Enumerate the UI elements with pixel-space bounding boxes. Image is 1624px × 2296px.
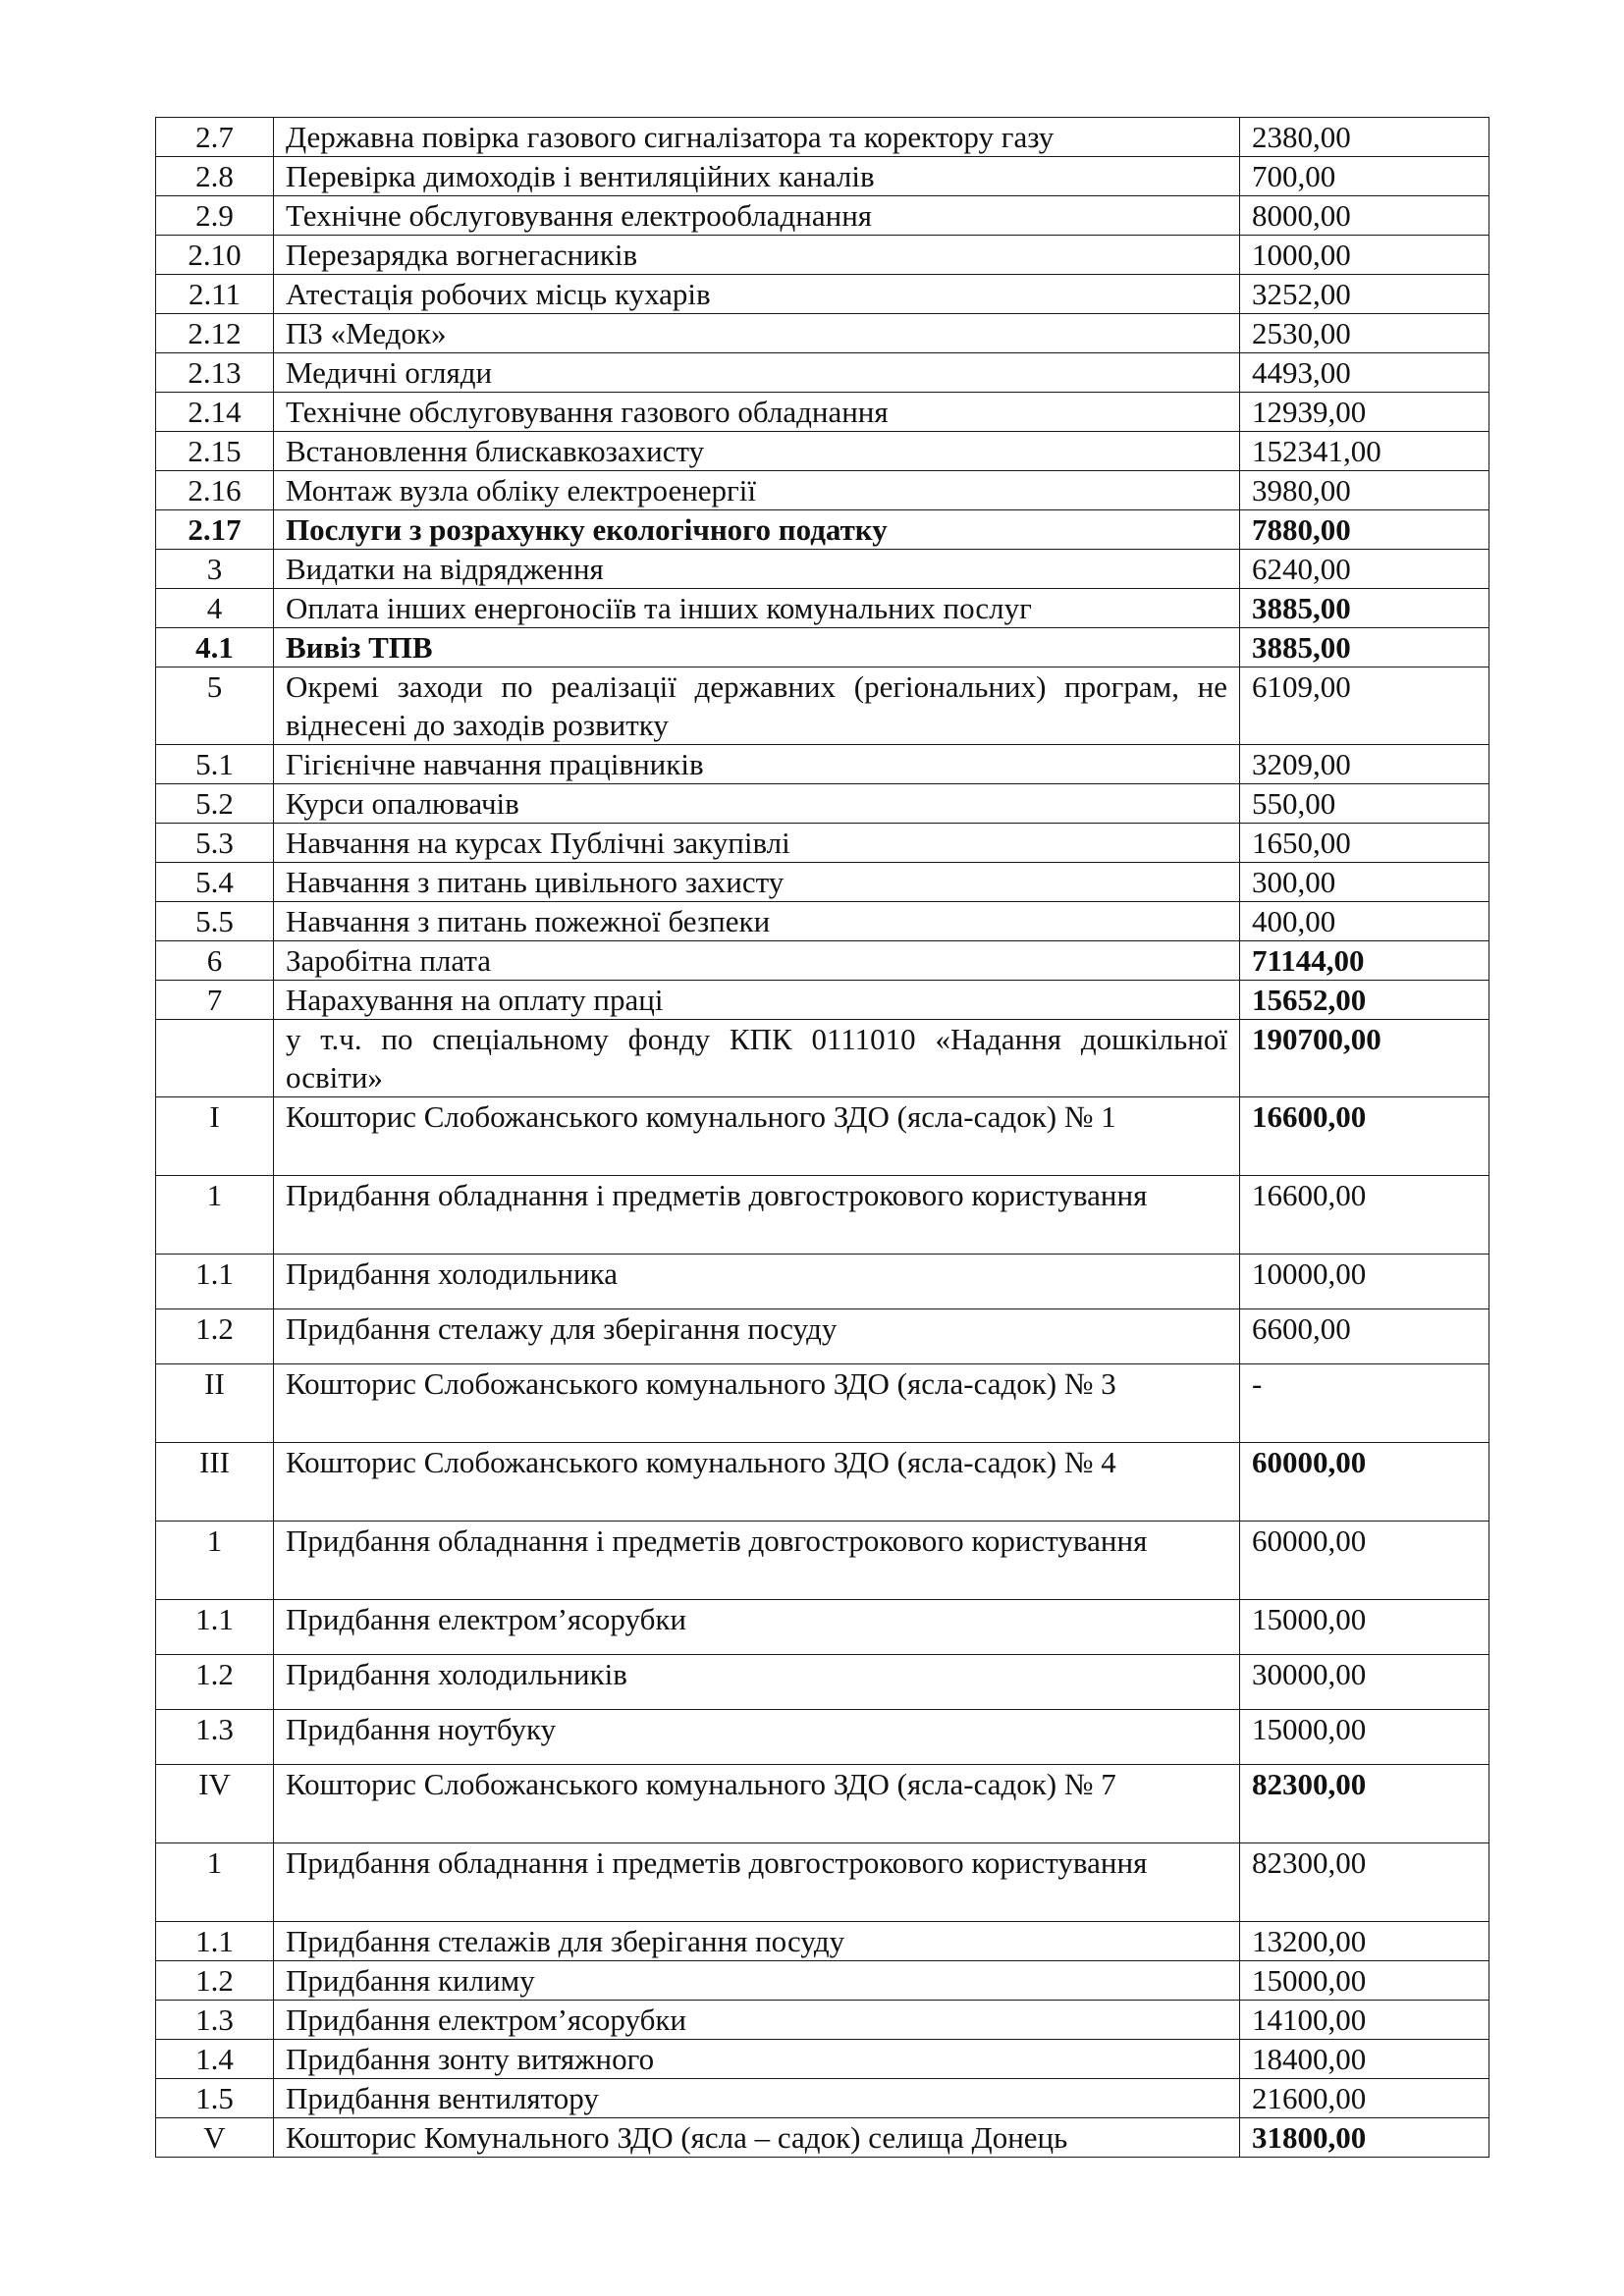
row-description-cell: Придбання стелажів для зберігання посуду — [274, 1922, 1240, 1961]
row-amount-cell: 2380,00 — [1240, 118, 1489, 157]
table-row — [156, 1097, 1489, 1176]
table-row — [156, 1765, 1489, 1843]
table-row — [156, 118, 1489, 157]
row-amount-cell: 4493,00 — [1240, 353, 1489, 393]
table-row — [156, 550, 1489, 589]
row-amount-cell: 6600,00 — [1240, 1309, 1489, 1364]
row-amount-cell: 12939,00 — [1240, 393, 1489, 432]
row-amount-cell: 550,00 — [1240, 784, 1489, 824]
row-description-cell: Кошторис Слобожанського комунального ЗДО (ясла-садок) № 4 — [274, 1443, 1240, 1522]
row-amount-cell: 400,00 — [1240, 902, 1489, 941]
row-amount-cell: 18400,00 — [1240, 2040, 1489, 2079]
table-row — [156, 784, 1489, 824]
row-number-cell: 1.1 — [156, 1922, 274, 1961]
row-description-cell: Придбання холодильників — [274, 1655, 1240, 1710]
row-description-cell: Придбання стелажу для зберігання посуду — [274, 1309, 1240, 1364]
table-row — [156, 236, 1489, 275]
row-number-cell: 2.10 — [156, 236, 274, 275]
table-row — [156, 1176, 1489, 1255]
table-row — [156, 902, 1489, 941]
row-description-cell: Придбання електром’ясорубки — [274, 1600, 1240, 1655]
row-description-cell: Придбання килиму — [274, 1961, 1240, 2001]
row-number-cell: 2.11 — [156, 275, 274, 314]
row-number-cell: 2.16 — [156, 471, 274, 510]
row-amount-cell: 16600,00 — [1240, 1097, 1489, 1176]
row-amount-cell: 6109,00 — [1240, 667, 1489, 745]
table-row — [156, 1922, 1489, 1961]
row-description-cell: Вивіз ТПВ — [274, 628, 1240, 667]
row-number-cell: 2.7 — [156, 118, 274, 157]
row-description-cell: Атестація робочих місць кухарів — [274, 275, 1240, 314]
row-amount-cell: 82300,00 — [1240, 1843, 1489, 1922]
row-number-cell: 1.2 — [156, 1961, 274, 2001]
row-amount-cell: 15652,00 — [1240, 981, 1489, 1020]
row-amount-cell: 14100,00 — [1240, 2001, 1489, 2040]
row-number-cell: IV — [156, 1765, 274, 1843]
row-number-cell: 2.9 — [156, 196, 274, 236]
row-number-cell: 2.14 — [156, 393, 274, 432]
row-amount-cell: 15000,00 — [1240, 1961, 1489, 2001]
table-row — [156, 745, 1489, 784]
table-row — [156, 432, 1489, 471]
row-amount-cell: 16600,00 — [1240, 1176, 1489, 1255]
row-description-cell: Придбання холодильника — [274, 1255, 1240, 1309]
row-amount-cell: 3252,00 — [1240, 275, 1489, 314]
row-number-cell: 1 — [156, 1176, 274, 1255]
row-number-cell: 6 — [156, 941, 274, 981]
row-number-cell: V — [156, 2118, 274, 2158]
row-description-cell: Технічне обслуговування газового обладнання — [274, 393, 1240, 432]
row-amount-cell: 6240,00 — [1240, 550, 1489, 589]
table-row — [156, 353, 1489, 393]
row-description-cell: Монтаж вузла обліку електроенергії — [274, 471, 1240, 510]
table-row — [156, 941, 1489, 981]
row-number-cell: 1.5 — [156, 2079, 274, 2118]
row-description-cell: Придбання обладнання і предметів довгострокового користування — [274, 1843, 1240, 1922]
row-number-cell: 1.3 — [156, 2001, 274, 2040]
table-row — [156, 1655, 1489, 1710]
row-number-cell: I — [156, 1097, 274, 1176]
row-description-cell: Перезарядка вогнегасників — [274, 236, 1240, 275]
row-description-cell: Медичні огляди — [274, 353, 1240, 393]
table-row — [156, 275, 1489, 314]
row-description-cell: Придбання обладнання і предметів довгострокового користування — [274, 1176, 1240, 1255]
table-row — [156, 824, 1489, 863]
table-row — [156, 157, 1489, 196]
row-number-cell: 2.15 — [156, 432, 274, 471]
document-page — [155, 117, 1489, 2158]
row-description-cell: Придбання електром’ясорубки — [274, 2001, 1240, 2040]
row-description-cell: Державна повірка газового сигналізатора та коректору газу — [274, 118, 1240, 157]
table-row — [156, 628, 1489, 667]
row-number-cell: 2.12 — [156, 314, 274, 353]
table-row — [156, 1443, 1489, 1522]
row-number-cell: 2.17 — [156, 510, 274, 550]
row-amount-cell: - — [1240, 1364, 1489, 1443]
table-row — [156, 1020, 1489, 1097]
budget-table — [155, 117, 1489, 2158]
row-number-cell: III — [156, 1443, 274, 1522]
table-row — [156, 510, 1489, 550]
row-description-cell: у т.ч. по спеціальному фонду КПК 0111010 «Надання дошкільної освіти» — [274, 1020, 1240, 1097]
row-number-cell: 5 — [156, 667, 274, 745]
row-description-cell: ПЗ «Медок» — [274, 314, 1240, 353]
row-amount-cell: 15000,00 — [1240, 1600, 1489, 1655]
row-description-cell: Кошторис Слобожанського комунального ЗДО (ясла-садок) № 3 — [274, 1364, 1240, 1443]
table-row — [156, 314, 1489, 353]
table-row — [156, 667, 1489, 745]
table-row — [156, 1961, 1489, 2001]
table-row — [156, 2001, 1489, 2040]
row-number-cell: 1.4 — [156, 2040, 274, 2079]
row-number-cell: 5.2 — [156, 784, 274, 824]
row-amount-cell: 7880,00 — [1240, 510, 1489, 550]
row-number-cell: 1 — [156, 1522, 274, 1600]
row-amount-cell: 8000,00 — [1240, 196, 1489, 236]
row-number-cell: 5.3 — [156, 824, 274, 863]
row-amount-cell: 3885,00 — [1240, 589, 1489, 628]
table-row — [156, 196, 1489, 236]
row-description-cell: Навчання з питань цивільного захисту — [274, 863, 1240, 902]
row-amount-cell: 71144,00 — [1240, 941, 1489, 981]
row-description-cell: Кошторис Слобожанського комунального ЗДО (ясла-садок) № 7 — [274, 1765, 1240, 1843]
row-description-cell: Окремі заходи по реалізації державних (регіональних) програм, не віднесені до заходів розвитку — [274, 667, 1240, 745]
row-amount-cell: 190700,00 — [1240, 1020, 1489, 1097]
row-amount-cell: 31800,00 — [1240, 2118, 1489, 2158]
row-number-cell: 4 — [156, 589, 274, 628]
row-amount-cell: 60000,00 — [1240, 1443, 1489, 1522]
row-description-cell: Кошторис Комунального ЗДО (ясла – садок) селища Донець — [274, 2118, 1240, 2158]
table-row — [156, 1710, 1489, 1765]
row-number-cell: 3 — [156, 550, 274, 589]
table-row — [156, 393, 1489, 432]
row-description-cell: Оплата інших енергоносіїв та інших комунальних послуг — [274, 589, 1240, 628]
row-number-cell: 5.4 — [156, 863, 274, 902]
row-number-cell: 7 — [156, 981, 274, 1020]
row-number-cell: II — [156, 1364, 274, 1443]
row-description-cell: Заробітна плата — [274, 941, 1240, 981]
row-description-cell: Навчання з питань пожежної безпеки — [274, 902, 1240, 941]
row-number-cell — [156, 1020, 274, 1097]
row-number-cell: 1.3 — [156, 1710, 274, 1765]
row-description-cell: Придбання зонту витяжного — [274, 2040, 1240, 2079]
table-row — [156, 981, 1489, 1020]
row-number-cell: 1 — [156, 1843, 274, 1922]
row-description-cell: Навчання на курсах Публічні закупівлі — [274, 824, 1240, 863]
row-number-cell: 1.2 — [156, 1655, 274, 1710]
row-description-cell: Кошторис Слобожанського комунального ЗДО (ясла-садок) № 1 — [274, 1097, 1240, 1176]
table-row — [156, 589, 1489, 628]
row-amount-cell: 15000,00 — [1240, 1710, 1489, 1765]
table-row — [156, 1255, 1489, 1309]
row-description-cell: Придбання вентилятору — [274, 2079, 1240, 2118]
row-description-cell: Технічне обслуговування електрообладнання — [274, 196, 1240, 236]
budget-table-body — [156, 118, 1489, 2158]
row-amount-cell: 3980,00 — [1240, 471, 1489, 510]
row-amount-cell: 82300,00 — [1240, 1765, 1489, 1843]
table-row — [156, 1522, 1489, 1600]
row-description-cell: Видатки на відрядження — [274, 550, 1240, 589]
row-description-cell: Придбання ноутбуку — [274, 1710, 1240, 1765]
row-amount-cell: 3885,00 — [1240, 628, 1489, 667]
row-number-cell: 5.1 — [156, 745, 274, 784]
row-number-cell: 2.8 — [156, 157, 274, 196]
row-description-cell: Курси опалювачів — [274, 784, 1240, 824]
row-description-cell: Гігієнічне навчання працівників — [274, 745, 1240, 784]
row-description-cell: Придбання обладнання і предметів довгострокового користування — [274, 1522, 1240, 1600]
row-number-cell: 4.1 — [156, 628, 274, 667]
table-row — [156, 1600, 1489, 1655]
row-amount-cell: 1650,00 — [1240, 824, 1489, 863]
row-description-cell: Перевірка димоходів і вентиляційних каналів — [274, 157, 1240, 196]
row-amount-cell: 700,00 — [1240, 157, 1489, 196]
row-number-cell: 1.1 — [156, 1600, 274, 1655]
row-amount-cell: 21600,00 — [1240, 2079, 1489, 2118]
row-description-cell: Встановлення блискавкозахисту — [274, 432, 1240, 471]
row-amount-cell: 13200,00 — [1240, 1922, 1489, 1961]
row-number-cell: 2.13 — [156, 353, 274, 393]
row-number-cell: 5.5 — [156, 902, 274, 941]
table-row — [156, 1364, 1489, 1443]
row-amount-cell: 30000,00 — [1240, 1655, 1489, 1710]
table-row — [156, 2079, 1489, 2118]
row-amount-cell: 152341,00 — [1240, 432, 1489, 471]
table-row — [156, 2118, 1489, 2158]
row-number-cell: 1.1 — [156, 1255, 274, 1309]
row-amount-cell: 2530,00 — [1240, 314, 1489, 353]
row-amount-cell: 300,00 — [1240, 863, 1489, 902]
row-number-cell: 1.2 — [156, 1309, 274, 1364]
row-amount-cell: 60000,00 — [1240, 1522, 1489, 1600]
table-row — [156, 863, 1489, 902]
table-row — [156, 1843, 1489, 1922]
row-amount-cell: 10000,00 — [1240, 1255, 1489, 1309]
table-row — [156, 2040, 1489, 2079]
table-row — [156, 471, 1489, 510]
row-description-cell: Послуги з розрахунку екологічного податку — [274, 510, 1240, 550]
table-row — [156, 1309, 1489, 1364]
row-amount-cell: 1000,00 — [1240, 236, 1489, 275]
row-amount-cell: 3209,00 — [1240, 745, 1489, 784]
row-description-cell: Нарахування на оплату праці — [274, 981, 1240, 1020]
